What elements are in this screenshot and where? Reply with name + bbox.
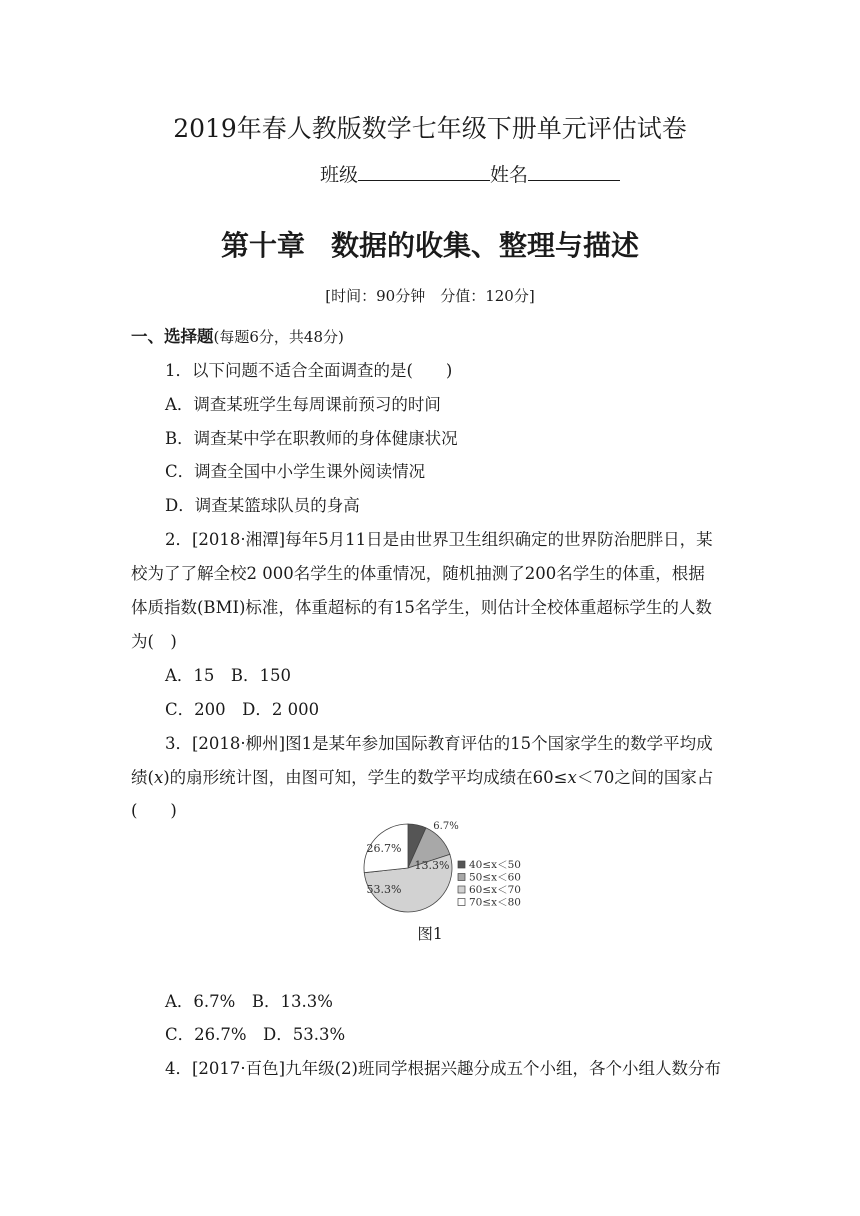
q3-line-2-part-c: ＜70之间的国家占 — [576, 768, 714, 787]
chapter-title: 数据的收集、整理与描述 — [331, 229, 640, 262]
legend-swatch-4 — [458, 899, 465, 906]
q2-line-3: 体质指数(BMI)标准，体重超标的有15名学生，则估计全校体重超标学生的人数 — [131, 598, 712, 617]
pie-chart — [362, 815, 542, 917]
pie-legend — [458, 859, 521, 909]
time-score: [时间：90分钟 分值：120分] — [325, 287, 535, 305]
q1-option-d: D．调查某篮球队员的身高 — [165, 496, 360, 515]
q3-var-x-2: x — [567, 768, 577, 787]
q3-options-cd: C．26.7% D．53.3% — [165, 1025, 346, 1044]
q2-line-4: 为( ) — [131, 632, 177, 651]
legend-label-3: 60≤x＜70 — [469, 884, 521, 896]
legend-label-4: 70≤x＜80 — [469, 896, 521, 909]
q2-line-1: 2．[2018·湘潭]每年5月11日是由世界卫生组织确定的世界防治肥胖日，某 — [165, 530, 713, 549]
class-name-line — [320, 160, 620, 188]
legend-swatch-1 — [458, 861, 465, 868]
q1-stem: 1．以下问题不适合全面调查的是( ) — [165, 361, 453, 380]
class-label: 班级 — [320, 164, 359, 186]
section-note: (每题6分，共48分) — [213, 328, 344, 346]
chapter-heading — [0, 228, 860, 264]
figure-caption: 图1 — [417, 925, 443, 943]
doc-title: 2019年春人教版数学七年级下册单元评估试卷 — [173, 114, 687, 143]
q1-option-a: A．调查某班学生每周课前预习的时间 — [165, 395, 441, 414]
q3-line-3: ( ) — [131, 801, 177, 820]
class-blank — [358, 160, 490, 181]
q2-line-2: 校为了了解全校2 000名学生的体重情况，随机抽测了200名学生的体重，根据 — [131, 564, 705, 583]
section-title: 一、选择题 — [131, 327, 214, 346]
pie-label-1: 6.7% — [433, 821, 459, 832]
section-heading — [131, 326, 344, 348]
name-blank — [528, 160, 620, 181]
q1-option-c: C．调查全国中小学生课外阅读情况 — [165, 462, 426, 481]
q3-line-2-part-a: 绩( — [131, 768, 154, 787]
q3-line-1: 3．[2018·柳州]图1是某年参加国际教育评估的15个国家学生的数学平均成 — [165, 734, 713, 753]
legend-label-1: 40≤x＜50 — [469, 859, 521, 871]
q2-options-cd: C．200 D．2 000 — [165, 700, 320, 719]
q3-var-x: x — [153, 768, 164, 787]
q3-options-ab: A．6.7% B．13.3% — [165, 992, 333, 1011]
legend-swatch-3 — [458, 886, 465, 893]
pie-label-3: 53.3% — [366, 883, 402, 896]
q4-line-1: 4．[2017·百色]九年级(2)班同学根据兴趣分成五个小组，各个小组人数分布 — [165, 1059, 721, 1078]
chapter-number: 第十章 — [220, 229, 305, 262]
pie-label-2: 13.3% — [414, 859, 450, 872]
pie-label-4: 26.7% — [366, 842, 402, 855]
q3-line-2 — [131, 767, 713, 789]
q1-option-b: B．调查某中学在职教师的身体健康状况 — [165, 429, 458, 448]
legend-swatch-2 — [458, 874, 465, 881]
q2-options-ab: A．15 B．150 — [165, 666, 292, 685]
legend-label-2: 50≤x＜60 — [469, 871, 521, 884]
name-label: 姓名 — [490, 164, 529, 186]
q3-line-2-part-b: )的扇形统计图，由图可知，学生的数学平均成绩在60≤ — [163, 768, 568, 787]
